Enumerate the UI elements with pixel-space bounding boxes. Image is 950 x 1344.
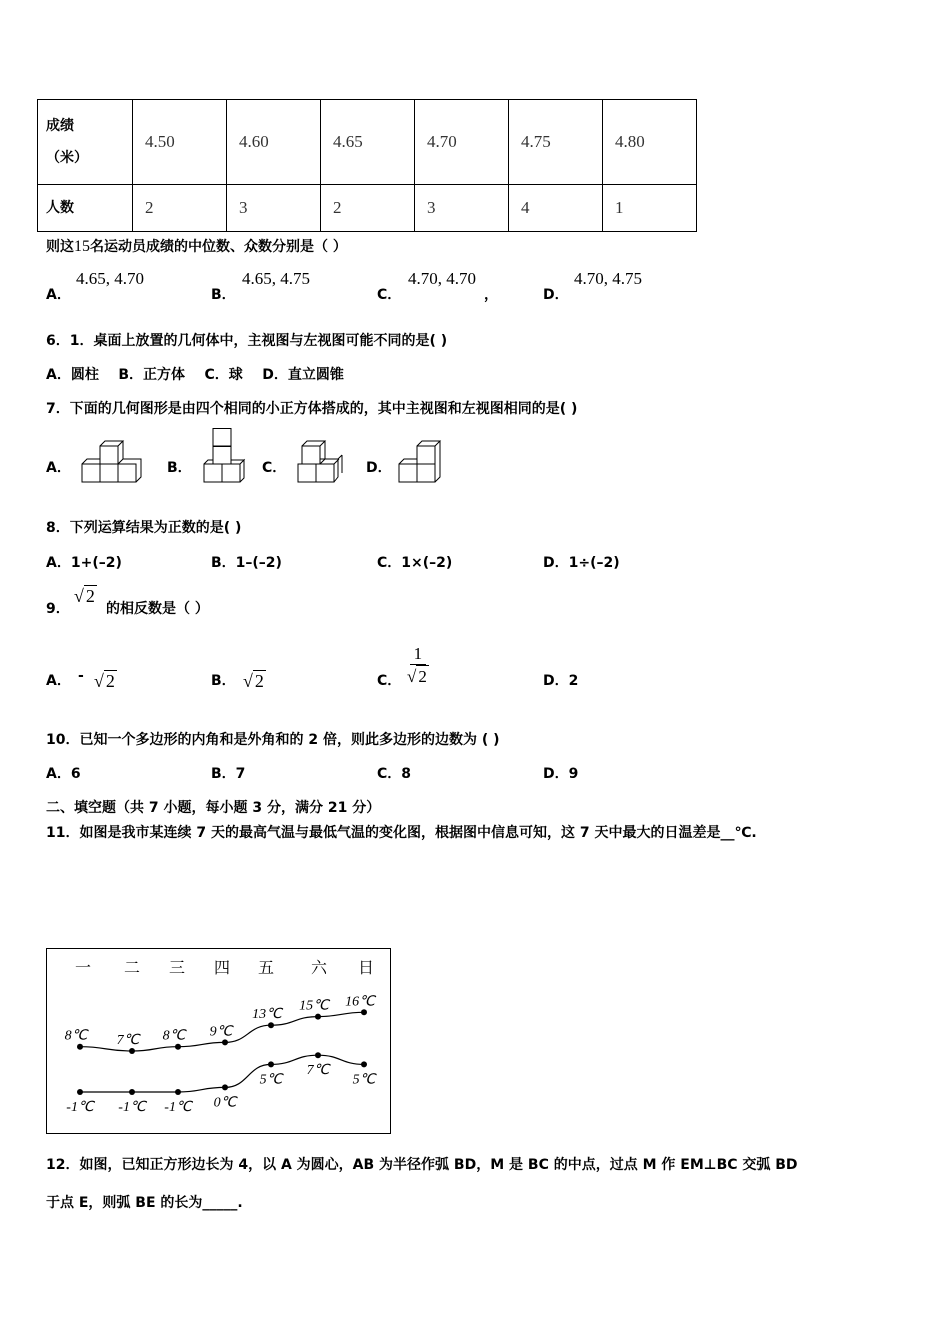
x-tick-label: 一	[74, 958, 92, 977]
q5-option-b: B．	[211, 287, 236, 303]
q12-line1: 12．如图，已知正方形边长为 4，以 A 为圆心，AB 为半径作弧 BD，M 是 BC 的中点，过点 M 作 EM⊥BC 交弧 BD	[46, 1157, 798, 1173]
q8-option-c: C．1×(–2)	[377, 555, 453, 571]
data-label: 7℃	[116, 1033, 140, 1048]
x-tick-label: 日	[357, 958, 375, 977]
table-cell: 3	[415, 185, 509, 232]
table-cell: 4.80	[603, 100, 697, 185]
q9-number: 9．	[46, 601, 70, 617]
temperature-chart	[46, 948, 391, 1134]
data-point	[77, 1089, 83, 1095]
x-tick-label: 三	[168, 958, 186, 977]
q5-option-c-suffix: ，	[484, 287, 498, 303]
table-header-score: 成绩 （米）	[38, 100, 133, 185]
table-cell: 4.70	[415, 100, 509, 185]
data-label: 7℃	[306, 1063, 330, 1079]
q11-stem: 11．如图是我市某连续 7 天的最高气温与最低气温的变化图，根据图中信息可知，这 7 天中最大的日温差是__℃.	[46, 825, 757, 841]
data-label: 5℃	[259, 1072, 283, 1088]
q5-option-c-value: 4.70, 4.70	[408, 269, 476, 288]
q10-option-d: D．9	[543, 766, 579, 782]
data-label: 8℃	[162, 1028, 186, 1044]
data-point	[222, 1084, 228, 1090]
x-tick-label: 二	[123, 958, 141, 977]
q10-stem: 10．已知一个多边形的内角和是外角和的 2 倍，则此多边形的边数为 ( )	[46, 732, 500, 748]
table-cell: 2	[321, 185, 415, 232]
q7-label-b: B．	[167, 460, 192, 476]
q5-option-d-value: 4.70, 4.75	[574, 269, 642, 288]
data-point	[175, 1044, 181, 1050]
data-point	[268, 1022, 274, 1028]
x-tick-label: 六	[310, 958, 328, 977]
q8-option-d: D．1÷(–2)	[543, 555, 620, 571]
q7-label-c: C．	[262, 460, 287, 476]
q5-option-a: A．	[46, 287, 71, 303]
table-cell: 4.50	[133, 100, 227, 185]
q10-option-b: B．7	[211, 766, 246, 782]
q7-figure-b	[200, 428, 248, 486]
q9-option-a-label: A．	[46, 673, 71, 689]
table-header-count: 人数	[38, 185, 133, 232]
temperature-chart-svg	[47, 949, 390, 1133]
q6-stem: 6．1．桌面上放置的几何体中，主视图与左视图可能不同的是( )	[46, 333, 448, 349]
q7-figure-d	[395, 438, 447, 486]
q8-option-b: B．1–(–2)	[211, 555, 282, 571]
q5-option-c: C．	[377, 287, 402, 303]
q8-option-a: A．1+(–2)	[46, 555, 122, 571]
table-cell: 3	[227, 185, 321, 232]
q8-stem: 8．下列运算结果为正数的是( )	[46, 520, 242, 536]
q9-sqrt: √ 2	[74, 586, 95, 606]
data-point	[361, 1061, 367, 1067]
q9-option-b-label: B．	[211, 673, 236, 689]
q7-label-d: D．	[366, 460, 392, 476]
q5-stem: 则这15名运动员成绩的中位数、众数分别是（ ）	[46, 238, 347, 255]
q9-option-a-sqrt: √ 2	[94, 671, 115, 691]
q5-option-d: D．	[543, 287, 569, 303]
data-point	[175, 1089, 181, 1095]
data-label: -1℃	[118, 1100, 146, 1115]
q12-line2: 于点 E，则弧 BE 的长为_____.	[46, 1195, 243, 1211]
q7-stem: 7．下面的几何图形是由四个相同的小正方体搭成的，其中主视图和左视图相同的是( )	[46, 401, 578, 417]
data-point	[129, 1048, 135, 1054]
q7-label-a: A．	[46, 460, 71, 476]
q7-figure-c	[294, 440, 346, 486]
q5-option-a-value: 4.65, 4.70	[76, 269, 144, 288]
data-label: 16℃	[345, 994, 375, 1010]
data-label: 13℃	[252, 1007, 282, 1023]
q9-option-c-fraction: $\frac{1}{√ 2}$	[407, 644, 427, 686]
table-cell: 4.65	[321, 100, 415, 185]
data-point	[268, 1061, 274, 1067]
data-point	[222, 1039, 228, 1045]
data-point	[77, 1044, 83, 1050]
table-cell: 4	[509, 185, 603, 232]
data-point	[315, 1014, 321, 1020]
data-label: 15℃	[299, 998, 329, 1014]
q9-option-d: D．2	[543, 673, 579, 689]
score-table	[37, 99, 697, 232]
section-title: 二、填空题（共 7 小题，每小题 3 分，满分 21 分）	[46, 800, 381, 816]
q10-option-a: A．6	[46, 766, 81, 782]
table-cell: 4.75	[509, 100, 603, 185]
data-point	[315, 1052, 321, 1058]
q9-stem: 的相反数是（ ）	[106, 601, 209, 617]
q10-option-c: C．8	[377, 766, 412, 782]
table-cell: 2	[133, 185, 227, 232]
q9-option-a-sign: -	[78, 668, 84, 684]
q9-option-b-sqrt: √ 2	[243, 671, 264, 691]
data-label: 5℃	[352, 1072, 376, 1088]
data-label: -1℃	[164, 1100, 192, 1115]
data-label: 9℃	[209, 1024, 233, 1040]
table-cell: 4.60	[227, 100, 321, 185]
data-label: -1℃	[66, 1100, 94, 1115]
q9-option-c-label: C．	[377, 673, 402, 689]
q5-option-b-value: 4.65, 4.75	[242, 269, 310, 288]
x-tick-label: 四	[213, 958, 231, 977]
table-cell: 1	[603, 185, 697, 232]
data-label: 8℃	[64, 1028, 88, 1044]
x-tick-label: 五	[257, 958, 275, 977]
data-point	[361, 1009, 367, 1015]
data-label: 0℃	[213, 1095, 237, 1111]
q7-figure-a	[78, 440, 142, 486]
q6-options: A．圆柱 B．正方体 C．球 D．直立圆锥	[46, 367, 344, 383]
data-point	[129, 1089, 135, 1095]
